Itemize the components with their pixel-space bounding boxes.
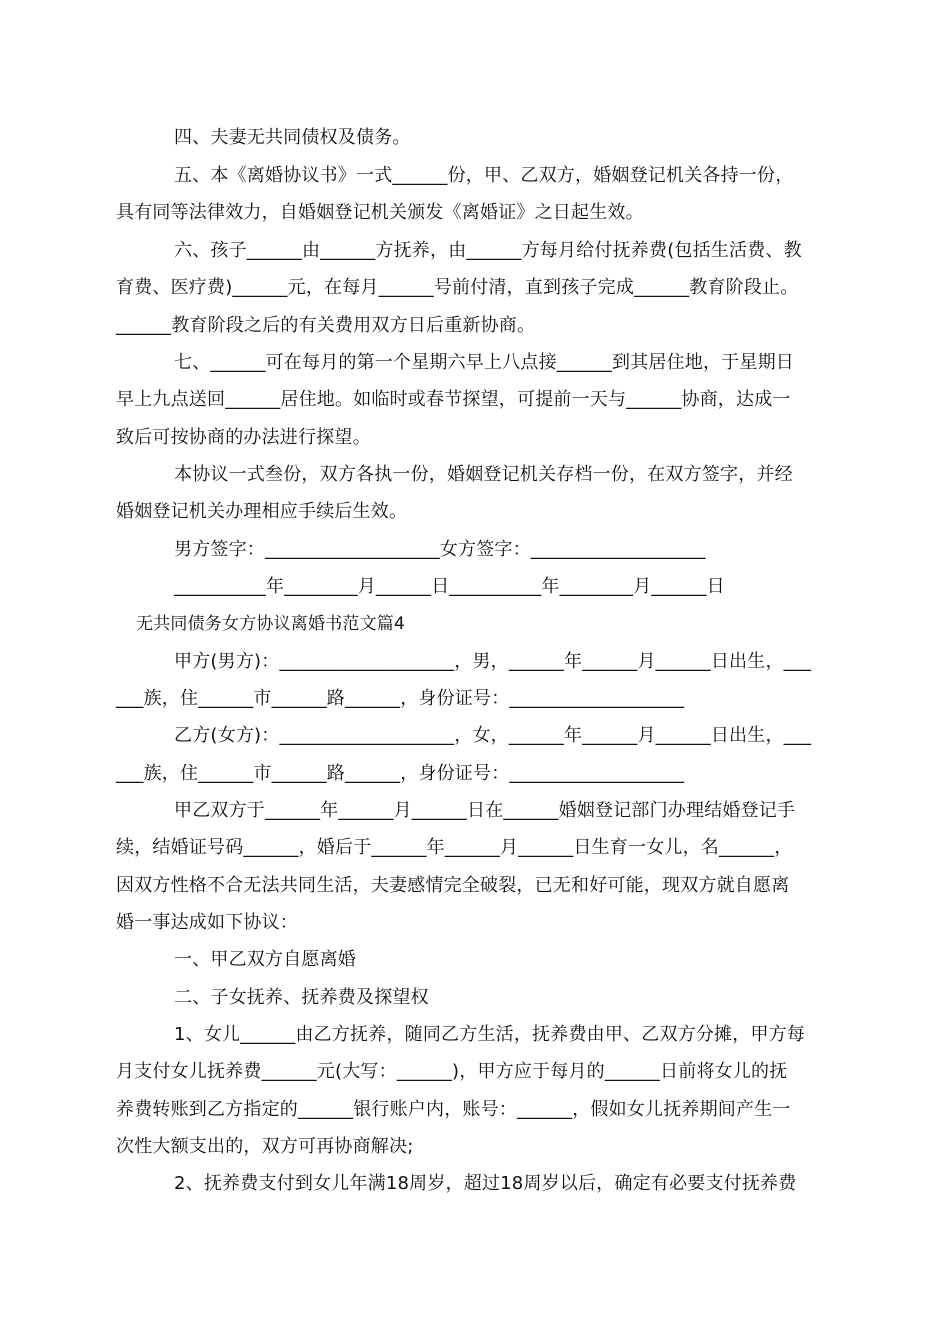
custody-item-2: 2、抚养费支付到女儿年满18周岁，超过18周岁以后，确定有必要支付抚养费 [174, 1173, 797, 1194]
marriage-info: 甲乙双方于______年______月______日在______婚姻登记部门办理结婚登记手 [174, 800, 796, 821]
agreement-copies: 本协议一式叁份，双方各执一份，婚姻登记机关存档一份，在双方签字，并经 [174, 464, 793, 485]
clause-custody-heading: 二、子女抚养、抚养费及探望权 [174, 987, 429, 1008]
custody-item-1-cont-2: 养费转账到乙方指定的______银行账户内，账号：______，假如女儿抚养期间产生一 [116, 1099, 791, 1120]
party-a-cont: ___族，住______市______路______，身份证号：___________________ [116, 688, 685, 709]
clause-7: 七、______可在每月的第一个星期六早上八点接______到其居住地，于星期日 [174, 352, 794, 373]
marriage-info-cont-3: 婚一事达成如下协议： [116, 912, 298, 933]
marriage-info-cont: 续，结婚证号码______，婚后于______年______月______日生育一女儿，名______， [116, 837, 793, 858]
party-b: 乙方(女方)：___________________，女，______年______月______日出生，___ [174, 725, 812, 746]
party-a: 甲方(男方)：___________________，男，______年______月______日出生，___ [174, 651, 812, 672]
clause-4: 四、夫妻无共同债权及债务。 [174, 127, 411, 148]
clause-5-cont: 具有同等法律效力，自婚姻登记机关颁发《离婚证》之日起生效。 [116, 202, 644, 223]
signature-line: 男方签字：___________________女方签字：___________________ [174, 539, 706, 560]
date-line: __________年________月______日__________年________月______日 [174, 576, 725, 597]
custody-item-1-cont-3: 次性大额支出的，双方可再协商解决; [116, 1136, 414, 1157]
agreement-copies-cont: 婚姻登记机关办理相应手续后生效。 [116, 501, 408, 522]
marriage-info-cont-2: 因双方性格不合无法共同生活，夫妻感情完全破裂，已无和好可能，现双方就自愿离 [116, 875, 790, 896]
clause-6-cont-2: ______教育阶段之后的有关费用双方日后重新协商。 [116, 315, 536, 336]
clause-7-cont-2: 致后可按协商的办法进行探望。 [116, 427, 371, 448]
clause-6: 六、孩子______由______方抚养，由______方每月给付抚养费(包括生活费、教 [174, 240, 802, 261]
custody-item-1: 1、女儿______由乙方抚养，随同乙方生活，抚养费由甲、乙双方分摊，甲方每 [174, 1024, 806, 1045]
clause-divorce: 一、甲乙双方自愿离婚 [174, 949, 356, 970]
party-b-cont: ___族，住______市______路______，身份证号：___________________ [116, 763, 685, 784]
clause-5: 五、本《离婚协议书》一式______份，甲、乙双方，婚姻登记机关各持一份， [174, 165, 794, 186]
custody-item-1-cont: 月支付女儿抚养费______元(大写：______)，甲方应于每月的______日前将女儿的抚 [116, 1061, 788, 1082]
clause-7-cont: 早上九点送回______居住地。如临时或春节探望，可提前一天与______协商，达成一 [116, 389, 791, 410]
clause-6-cont: 育费、医疗费)______元，在每月______号前付清，直到孩子完成______教育阶段止。 [116, 277, 799, 298]
section-title: 无共同债务女方协议离婚书范文篇4 [136, 614, 406, 634]
